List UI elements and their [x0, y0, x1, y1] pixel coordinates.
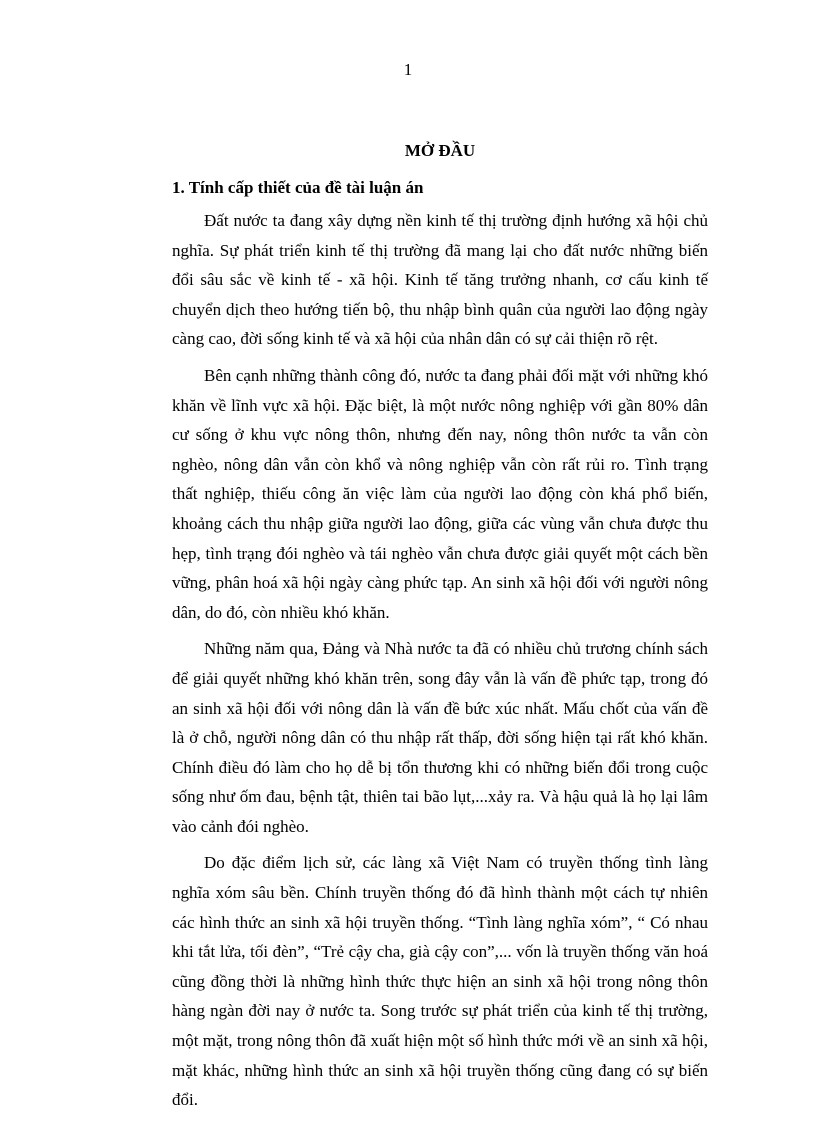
- section-heading: 1. Tính cấp thiết của đề tài luận án: [172, 178, 424, 197]
- document-title: MỞ ĐẦU: [404, 141, 476, 160]
- page-number: 1: [403, 60, 413, 79]
- paragraph-2: Bên cạnh những thành công đó, nước ta đang phải đối mặt với những khó khăn về lĩnh vực xã hội. Đặc biệt, là một nước nông nghiệp với gần 80% dân cư sống ở khu vực nông thôn, nhưng đến nay, nông thôn nước ta vẫn còn nghèo, nông dân vẫn còn khổ và nông nghiệp vẫn còn rất rủi ro. Tình trạng thất nghiệp, thiếu công ăn việc làm của người lao động còn khá phổ biến, khoảng cách thu nhập giữa người lao động, giữa các vùng vẫn chưa được thu hẹp, tình trạng đói nghèo và tái nghèo vẫn chưa được giải quyết một cách bền vững, phân hoá xã hội ngày càng phức tạp. An sinh xã hội đối với người nông dân, do đó, còn nhiều khó khăn.: [172, 365, 708, 622]
- paragraph-1: Đất nước ta đang xây dựng nền kinh tế thị trường định hướng xã hội chủ nghĩa. Sự phát triển kinh tế thị trường đã mang lại cho đất nước những biến đổi sâu sắc về kinh tế - xã hội. Kinh tế tăng trưởng nhanh, cơ cấu kinh tế chuyển dịch theo hướng tiến bộ, thu nhập bình quân của người lao động ngày càng cao, đời sống kinh tế và xã hội của nhân dân có sự cải thiện rõ rệt.: [172, 211, 708, 349]
- paragraph-4: Do đặc điểm lịch sử, các làng xã Việt Nam có truyền thống tình làng nghĩa xóm sâu bền. Chính truyền thống đó đã hình thành một cách tự nhiên các hình thức an sinh xã hội truyền thống. “Tình làng nghĩa xóm”, “ Có nhau khi tắt lửa, tối đèn”, “Trẻ cậy cha, già cậy con”,... vốn là truyền thống văn hoá cũng đồng thời là những hình thức thực hiện an sinh xã hội trong nông thôn hàng ngàn đời nay ở nước ta. Song trước sự phát triển của kinh tế thị trường, một mặt, trong nông thôn đã xuất hiện một số hình thức mới về an sinh xã hội, mặt khác, những hình thức an sinh xã hội truyền thống cũng đang có sự biến đổi.: [172, 853, 708, 1110]
- paragraph-3: Những năm qua, Đảng và Nhà nước ta đã có nhiều chủ trương chính sách để giải quyết những khó khăn trên, song đây vẫn là vấn đề phức tạp, trong đó an sinh xã hội đối với nông dân là vấn đề bức xúc nhất. Mấu chốt của vấn đề là ở chỗ, người nông dân có thu nhập rất thấp, đời sống hiện tại rất khó khăn. Chính điều đó làm cho họ dễ bị tổn thương khi có những biến đổi trong cuộc sống như ốm đau, bệnh tật, thiên tai bão lụt,...xảy ra. Và hậu quả là họ lại lâm vào cảnh đói nghèo.: [172, 639, 708, 836]
- document-body: [172, 140, 708, 1122]
